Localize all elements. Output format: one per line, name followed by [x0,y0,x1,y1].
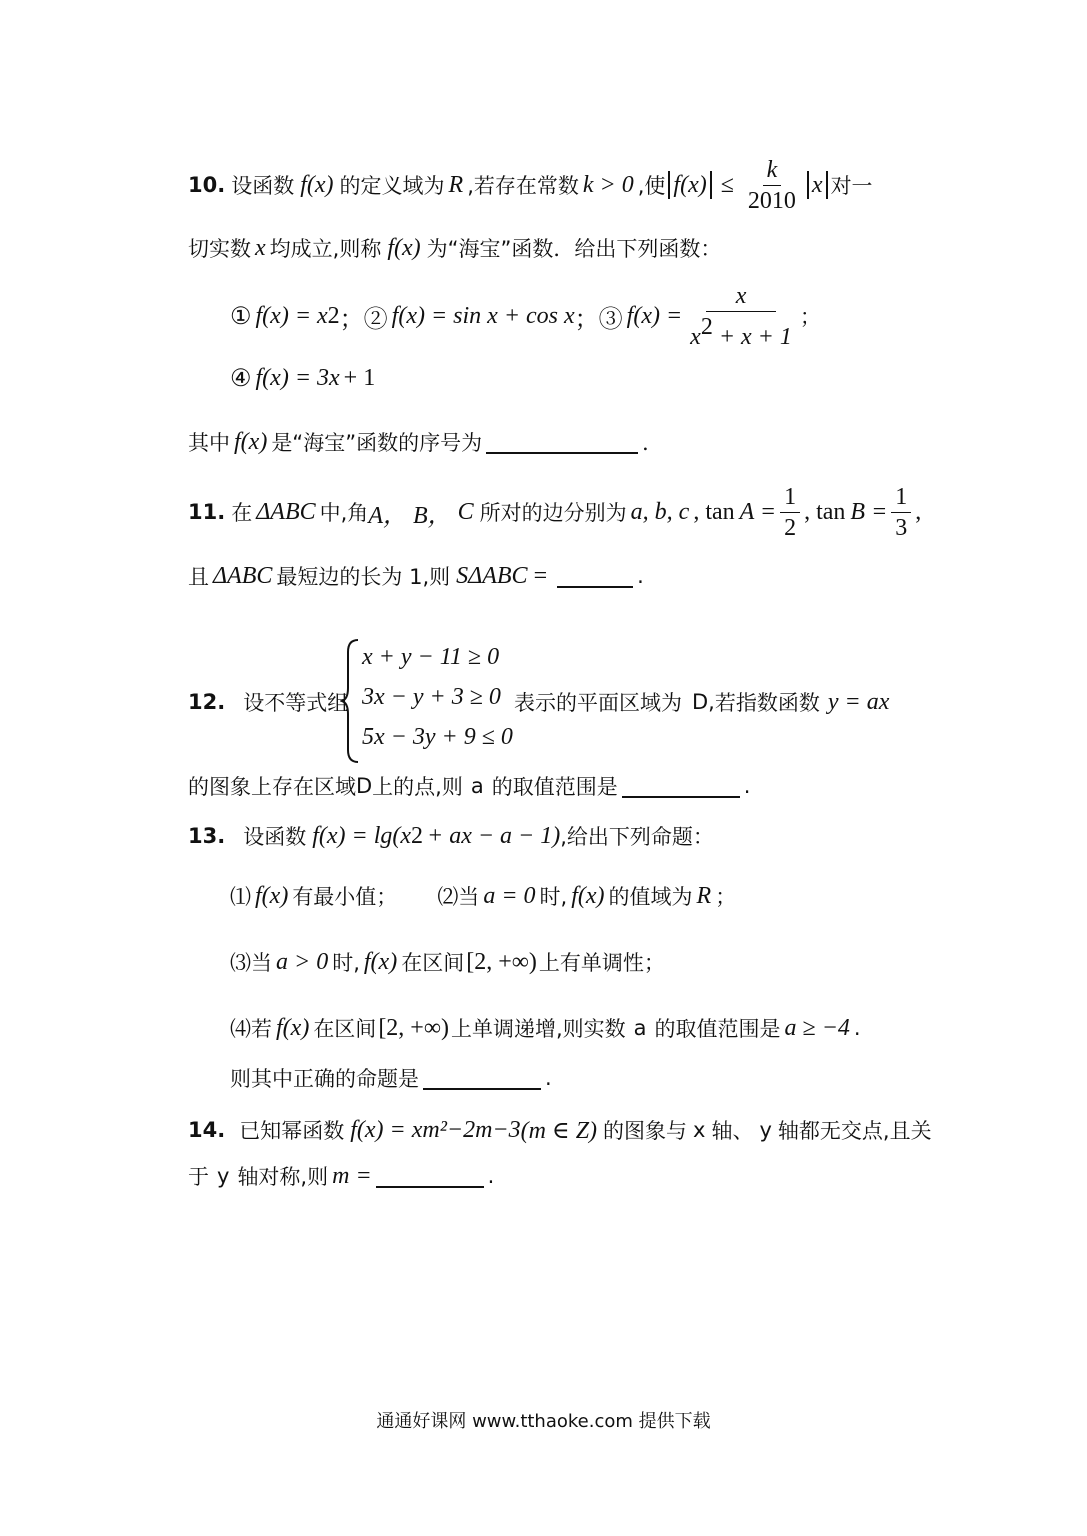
q13-text: 的值域为 [608,885,693,909]
fraction-denominator [686,312,796,352]
q13-fx: f(x) [571,882,605,909]
q13-a: a [633,1016,647,1040]
q11-tanB: B = [850,498,888,525]
q11-C: C [457,498,474,525]
q13-text: 设函数 [243,825,307,849]
superscript: 2 [327,302,340,329]
superscript: 2 [411,822,424,849]
q13-text: 在区间 [313,1017,377,1041]
q13-text: 则其中正确的命题是 [230,1067,419,1091]
q11-text: 在 [231,501,253,525]
footer-text: 通通好课网 www.tthaoke.com 提供下载 [376,1411,711,1432]
q13-text: . [853,1016,861,1040]
q14-line1 [188,1110,932,1150]
abs-bar [826,171,828,199]
q13-text: 的取值范围是 [654,1017,781,1041]
q11-text: 所对的边分别为 [479,501,627,525]
q10-text: ,若存在常数 [467,174,579,198]
q11-text: 最短边的长为 1,则 [276,565,451,589]
q14-number: 14. [188,1118,226,1142]
q12-text: 表示的平面区域为 [514,691,682,715]
q10-items-line [230,282,821,350]
q14-end: . [487,1164,495,1188]
q13-function-end: + ax − a − 1) [427,822,561,849]
q13-ask [230,1058,552,1098]
q13-text: ； [715,885,737,909]
q10-R: R [448,171,464,198]
q13-fx: f(x) [363,948,398,975]
q14-text: 的图象与 [603,1119,688,1143]
q11-text: 中,角 [319,501,369,525]
q11-A: A， [368,502,407,529]
q12-text: 设不等式组 [243,691,349,715]
superscript: x [878,688,890,715]
q14-text: 轴都无交点,且关 [777,1119,932,1143]
q12-ineq-2: 3x − y + 3 ≥ 0 [362,684,501,710]
q11-number: 11. [188,500,226,524]
answer-blank[interactable] [376,1164,484,1188]
q14-function: f(x) = x [350,1116,423,1143]
q12-ineq-1: x + y − 11 ≥ 0 [362,644,500,670]
prop-label: ⑷若 [230,1017,272,1041]
q13-prop1-2 [230,876,736,916]
den-rest: + x + 1 [718,323,792,350]
q10-leq: ≤ [720,171,734,198]
q10-item2: f(x) = sin x + cos x [391,302,575,329]
q14-line2 [188,1156,494,1196]
q14-y: y [759,1118,772,1142]
q10-item4-end: + 1 [343,364,376,391]
q13-line1 [188,816,714,856]
q13-text: ,给出下列命题： [560,825,714,849]
q13-text: 时, [332,951,360,975]
fraction-denominator: 2010 [747,187,796,214]
q11-tan: , tan [804,498,846,525]
brace-icon [340,638,360,764]
item-label: ① [230,303,252,330]
q13-cond: a = 0 [483,882,536,909]
q12-text: 的取值范围是 [491,775,618,799]
q12-line1-start [188,682,348,722]
item-end: ； [799,305,821,329]
den-x: x [690,323,701,350]
abs-bar [668,171,670,199]
q11-triangle: ΔABC [213,562,273,589]
q10-item3-lhs: f(x) = [626,302,683,329]
answer-blank[interactable] [622,774,740,798]
q11-comma: , [915,498,922,525]
q14-m: m = [332,1162,372,1189]
q13-R: R [696,882,712,909]
q10-fraction [744,155,800,216]
q10-text: 是“海宝”函数的序号为 [271,431,483,455]
subscript: ΔABC [468,562,528,589]
q10-condition: k > 0 [582,171,634,198]
q11-sides: a, b, c [630,498,690,525]
q14-condition: (m ∈ Z) [520,1117,598,1144]
q11-line1 [188,482,921,542]
q12-line2 [188,766,750,806]
q10-line2 [188,228,721,268]
superscript: 2 [700,313,713,340]
q12-end: . [743,774,751,798]
prop-label: ⑶当 [230,951,272,975]
q13-prop4 [230,1008,861,1048]
q13-text: 有最小值； [292,885,398,909]
item-label: ；③ [574,306,623,333]
q10-text: 均成立,则称 [269,237,382,261]
superscript: x [329,364,340,391]
item-label: ；② [339,306,388,333]
q13-cond: a > 0 [276,948,329,975]
q10-text: 对一 [830,174,873,198]
prop-label: ⑵当 [437,885,480,909]
answer-blank[interactable] [486,430,638,454]
fraction-numerator: 1 [780,482,800,513]
q11-tanA: A = [739,498,777,525]
q11-area-S: S [456,562,469,589]
q14-x: x [693,1118,706,1142]
abs-bar [710,171,712,199]
q11-B: B， [412,502,452,529]
q10-number: 10. [188,173,226,197]
q10-item4: f(x) = 3 [255,364,330,391]
q12-number: 12. [188,690,226,714]
answer-blank[interactable] [423,1066,541,1090]
q11-end: . [637,564,644,588]
item-label: ④ [230,365,252,392]
q13-text: 时, [539,885,568,909]
q14-text: 轴、 [711,1119,754,1143]
q11-triangle: ΔABC [256,498,316,525]
q10-item3-fraction [686,281,796,352]
q13-text: 在区间 [401,951,465,975]
fraction-numerator: 1 [891,482,911,513]
q11-text: 且 [188,565,209,589]
q10-item4-line [230,358,375,398]
q11-eq: = [533,562,548,589]
q13-prop3 [230,942,665,982]
q11-half [780,482,800,543]
q10-fx-abs: f(x) [673,171,707,198]
q14-text: 轴对称,则 [237,1165,329,1189]
q10-text: 为“海宝”函数．给出下列函数： [426,237,722,261]
q13-function: f(x) = lg(x [312,822,412,849]
q12-D: D [356,774,373,798]
q13-fx: f(x) [255,882,289,909]
q12-ineq-3: 5x − 3y + 9 ≤ 0 [362,724,513,750]
q10-fx: f(x) [300,171,334,198]
fraction-numerator: x [706,281,777,312]
q10-end: ． [642,431,664,455]
fraction-numerator: k [763,155,782,186]
q13-fx: f(x) [276,1014,310,1041]
q11-third [891,482,911,543]
fraction-denominator: 3 [895,514,908,541]
q10-x-abs: x [811,171,823,198]
q13-end: . [545,1066,552,1090]
q10-ask-line [188,422,663,462]
q10-item1: f(x) = x [255,302,328,329]
fraction-denominator: 2 [784,514,797,541]
q10-line1 [188,156,873,214]
q14-y: y [217,1164,230,1188]
q12-D: D, [692,690,715,714]
prop-label: ⑴ [230,885,251,909]
q13-number: 13. [188,824,226,848]
q10-fx: f(x) [387,234,421,261]
q10-fx: f(x) [234,428,268,455]
q12-exp-func: y = a [827,688,879,715]
q11-tan: , tan [693,498,735,525]
q10-text: ,使 [637,174,666,198]
superscript: m²−2m−3 [422,1116,521,1143]
q13-interval: [2, +∞) [466,948,537,975]
q13-text: 上单调递增,则实数 [450,1017,626,1041]
q14-text: 于 [188,1165,209,1189]
q12-text: 上的点,则 [372,775,463,799]
q10-text: 的定义域为 [339,174,445,198]
q14-text: 已知幂函数 [239,1119,345,1143]
q12-a: a [470,774,484,798]
q10-text: 切实数 [188,237,251,261]
q11-line2 [188,556,644,596]
q10-text: 设函数 [231,174,295,198]
q12-text: 若指数函数 [714,691,820,715]
q12-text: 的图象上存在区域 [188,775,356,799]
answer-blank[interactable] [557,564,633,588]
q13-text: 上有单调性； [538,951,665,975]
q10-x: x [255,234,266,261]
q12-line1-end [514,682,889,722]
q13-result: a ≥ −4 [784,1014,850,1041]
q13-interval: [2, +∞) [378,1014,449,1041]
q10-text: 其中 [188,431,230,455]
abs-bar [807,171,809,199]
